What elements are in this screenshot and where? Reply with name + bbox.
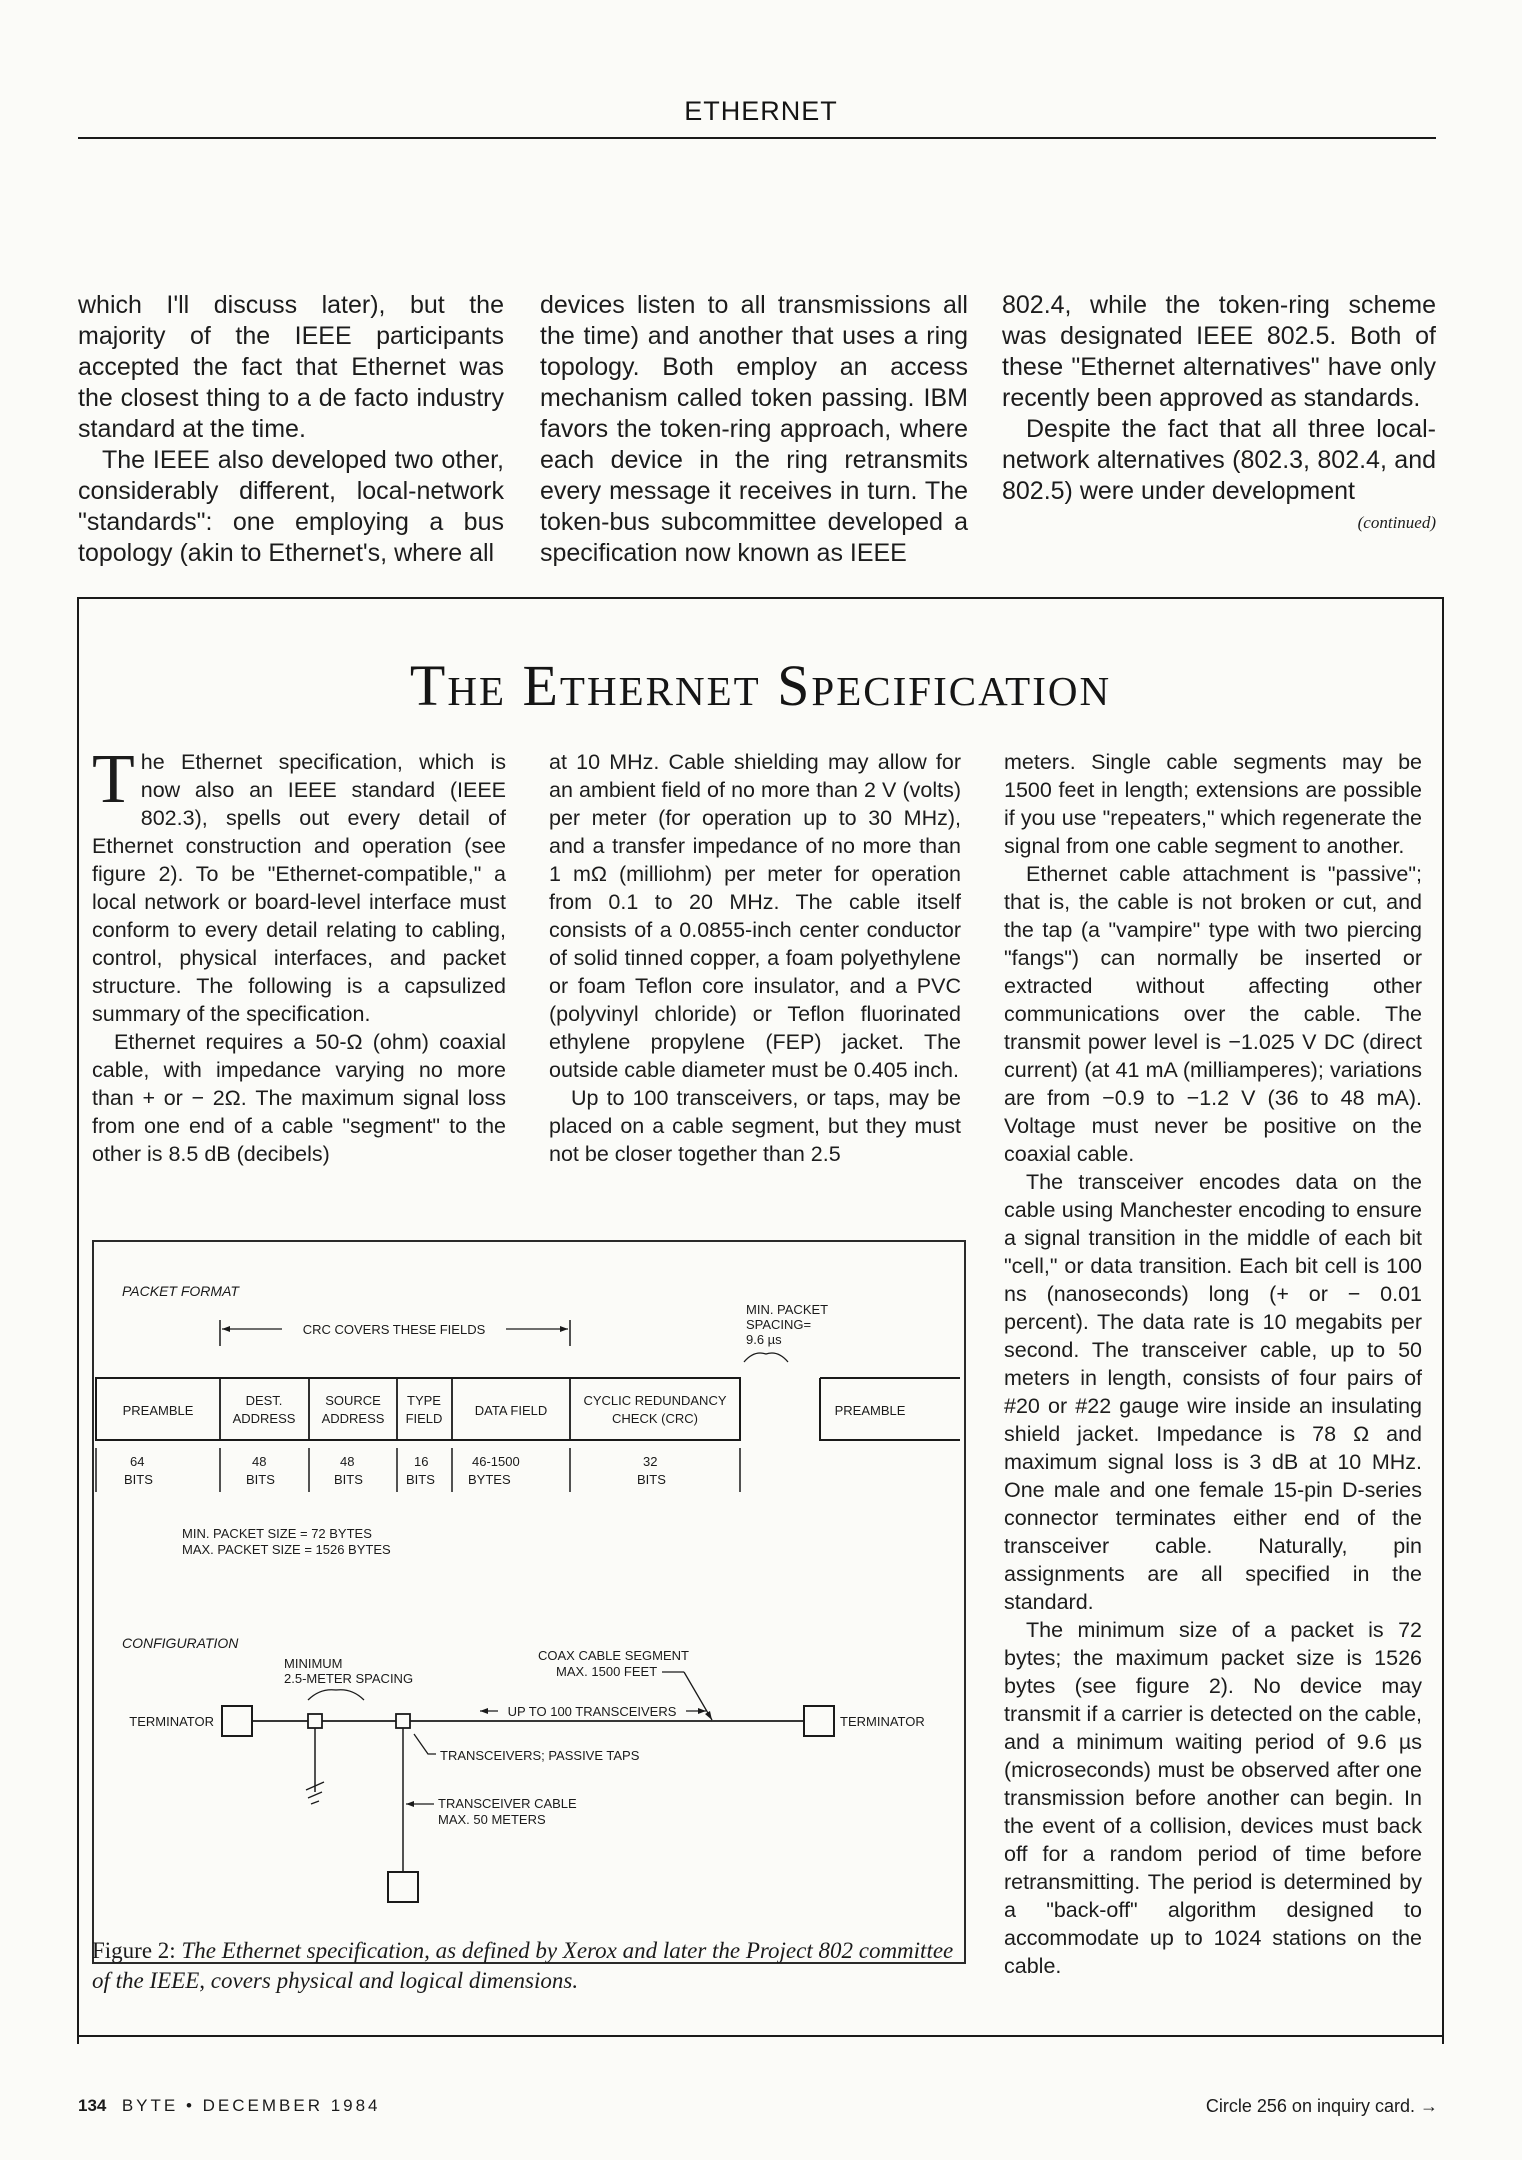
figure-caption-label: Figure 2: [92,1938,176,1963]
magazine-issue: BYTE • DECEMBER 1984 [121,2096,381,2115]
size-type-2: BITS [406,1472,435,1487]
article-column-1 [78,290,504,569]
transceivers-passive-label: TRANSCEIVERS; PASSIVE TAPS [440,1748,640,1763]
crc-covers-label: CRC COVERS THESE FIELDS [302,1322,486,1337]
figure-caption [92,1936,972,1996]
size-source-2: BITS [334,1472,363,1487]
field-crc-1: CYCLIC REDUNDANCY [583,1393,727,1408]
paragraph: The minimum size of a packet is 72 bytes; the maximum packet size is 1526 bytes (see figure 2). No device may transmit if a carrier is detected on the cable, and a minimum waiting period of 9.6 µs (microseconds) must be observed after one transmission before another can begin. In the event of a collision, devices must back off for a random period of time before retransmitting. The period is determined by a "back-off" algorithm designed to accommodate up to 1024 stations on the cable. [1004,1618,1422,1978]
page-number: 134 [78,2096,107,2115]
paragraph: 802.4, while the token-ring scheme was designated IEEE 802.5. Both of these "Ethernet alternatives" have only recently been approved as standards. [1002,291,1436,412]
paragraph [92,741,506,1028]
paragraph: Ethernet requires a 50-Ω (ohm) coaxial cable, with impedance varying no more than + or − 2Ω. The maximum signal loss from one end of a cable "segment" to the other is 8.5 dB (decibels) [92,1030,506,1166]
article-column-2 [540,290,968,569]
inquiry-note: Circle 256 on inquiry card. → [1205,2096,1438,2116]
field-source-address-2: ADDRESS [321,1411,385,1426]
up-to-100-label: UP TO 100 TRANSCEIVERS [507,1704,677,1719]
size-data-2: BYTES [468,1472,511,1487]
configuration-label: CONFIGURATION [122,1635,239,1651]
size-crc-1: 32 [643,1454,658,1469]
drop-cap: T [92,741,135,818]
size-dest-2: BITS [246,1472,275,1487]
terminator-left: TERMINATOR [129,1714,214,1729]
min-spacing-line3: 9.6 µs [746,1332,782,1347]
paragraph: which I'll discuss later), but the majority of the IEEE participants accepted the fact that Ethernet was the closest thing to a de facto industry standard at the time. [78,291,504,443]
sidebar-column-2 [549,748,961,1168]
figure-2 [92,1240,966,1964]
size-source-1: 48 [340,1454,355,1469]
header-rule [78,137,1436,139]
ethernet-diagram [94,1242,964,1962]
field-crc-2: CHECK (CRC) [612,1411,698,1426]
min-spacing-line2: SPACING= [746,1317,812,1332]
paragraph: Despite the fact that all three local-network alternatives (802.3, 802.4, and 802.5) were under development [1002,415,1436,505]
paragraph: The transceiver encodes data on the cable using Manchester encoding to ensure a signal transition in the middle of each bit "cell," or data transition. Each bit cell is 100 ns (nanoseconds) long (+ or − 0.01 percent). The data rate is 10 megabits per second. The transceiver cable, up to 50 meters in length, consists of four pairs of #20 or #22 gauge wire inside an insulating shield jacket. Impedance is 78 Ω and maximum signal loss is 3 dB at 10 MHz. One male and one female 15-pin D-series connector terminates either end of the transceiver cable. Naturally, pin assignments are all specified in the standard. [1004,1170,1422,1614]
sidebar-column-3 [1004,748,1422,1980]
sidebar-column-1 [92,741,506,1168]
terminator-right: TERMINATOR [840,1714,925,1729]
size-dest-1: 48 [252,1454,267,1469]
min-spacing-config-2: 2.5-METER SPACING [284,1671,414,1686]
min-spacing-line1: MIN. PACKET [746,1302,829,1317]
paragraph: at 10 MHz. Cable shielding may allow for an ambient field of no more than 2 V (volts) per meter (for operation up to 30 MHz), and a transfer impedance of no more than 1 mΩ (milliohm) per meter for operation from 0.1 to 20 MHz. The cable itself consists of a 0.0855-inch center conductor of solid tinned copper, a foam polyethylene or foam Teflon core insulator, and a PVC (polyvinyl chloride) or Teflon fluorinated ethylene propylene (FEP) jacket. The outside cable diameter must be 0.405 inch. [549,750,961,1082]
coax-segment-1: COAX CABLE SEGMENT [538,1648,689,1663]
max-packet-size: MAX. PACKET SIZE = 1526 BYTES [182,1542,391,1557]
paragraph: devices listen to all transmissions all the time) and another that uses a ring topology. Both employ an access mechanism called token passing. IBM favors the token-ring approach, where each device in the ring retransmits every message it receives in turn. The token-bus subcommittee developed a specification now known as IEEE [540,291,968,567]
field-dest-address-2: ADDRESS [232,1411,296,1426]
size-crc-2: BITS [637,1472,666,1487]
field-dest-address-1: DEST. [245,1393,283,1408]
transceiver-cable-2: MAX. 50 METERS [438,1812,546,1827]
paragraph: The IEEE also developed two other, considerably different, local-network "standards": one employing a bus topology (akin to Ethernet's, where all [78,446,504,567]
sidebar-title [79,652,1442,719]
min-spacing-config-1: MINIMUM [284,1656,343,1671]
field-preamble: PREAMBLE [122,1403,194,1418]
page-footer [78,2096,381,2116]
size-type-1: 16 [414,1454,429,1469]
figure-caption-text: The Ethernet specification, as defined by Xerox and later the Project 802 committee of the IEEE, covers physical and logical dimensions. [92,1938,954,1993]
article-column-3 [1002,290,1436,538]
min-packet-size: MIN. PACKET SIZE = 72 BYTES [182,1526,372,1541]
continued-note: (continued) [1357,513,1436,532]
size-preamble-2: BITS [124,1472,153,1487]
transceiver-cable-1: TRANSCEIVER CABLE [438,1796,577,1811]
paragraph: Up to 100 transceivers, or taps, may be placed on a cable segment, but they must not be closer together than 2.5 [549,1086,961,1166]
sidebar-title-text: The Ethernet Specification [409,653,1112,718]
paragraph-text: he Ethernet specification, which is now also an IEEE standard (IEEE 802.3), spells out every detail of Ethernet construction and operation (see figure 2). To be "Ethernet-compatible," a local network or board-level interface must conform to every detail relating to cabling, control, physical interfaces, and packet structure. The following is a capsulized summary of the specification. [92,750,506,1026]
coax-segment-2: MAX. 1500 FEET [556,1664,658,1679]
sidebar-bottom-rule [77,2035,1443,2037]
field-data: DATA FIELD [474,1403,548,1418]
paragraph: meters. Single cable segments may be 1500 feet in length; extensions are possible if you use "repeaters," which regenerate the signal from one cable segment to another. [1004,750,1422,858]
field-type-1: TYPE [407,1393,441,1408]
size-preamble-1: 64 [130,1454,145,1469]
packet-format-label: PACKET FORMAT [122,1283,239,1299]
running-header: ETHERNET [684,96,838,126]
field-next-preamble: PREAMBLE [834,1403,906,1418]
paragraph: Ethernet cable attachment is "passive"; that is, the cable is not broken or cut, and the tap (a "vampire" type with two piercing "fangs") can normally be inserted or extracted without affecting other communications over the cable. The transmit power level is −1.025 V DC (direct current) (at 41 mA (milliamperes); variations are from −0.9 to −1.2 V (36 to 48 mA). Voltage must never be positive on the coaxial cable. [1004,862,1422,1166]
size-data-1: 46-1500 [472,1454,520,1469]
field-type-2: FIELD [405,1411,443,1426]
field-source-address-1: SOURCE [325,1393,381,1408]
